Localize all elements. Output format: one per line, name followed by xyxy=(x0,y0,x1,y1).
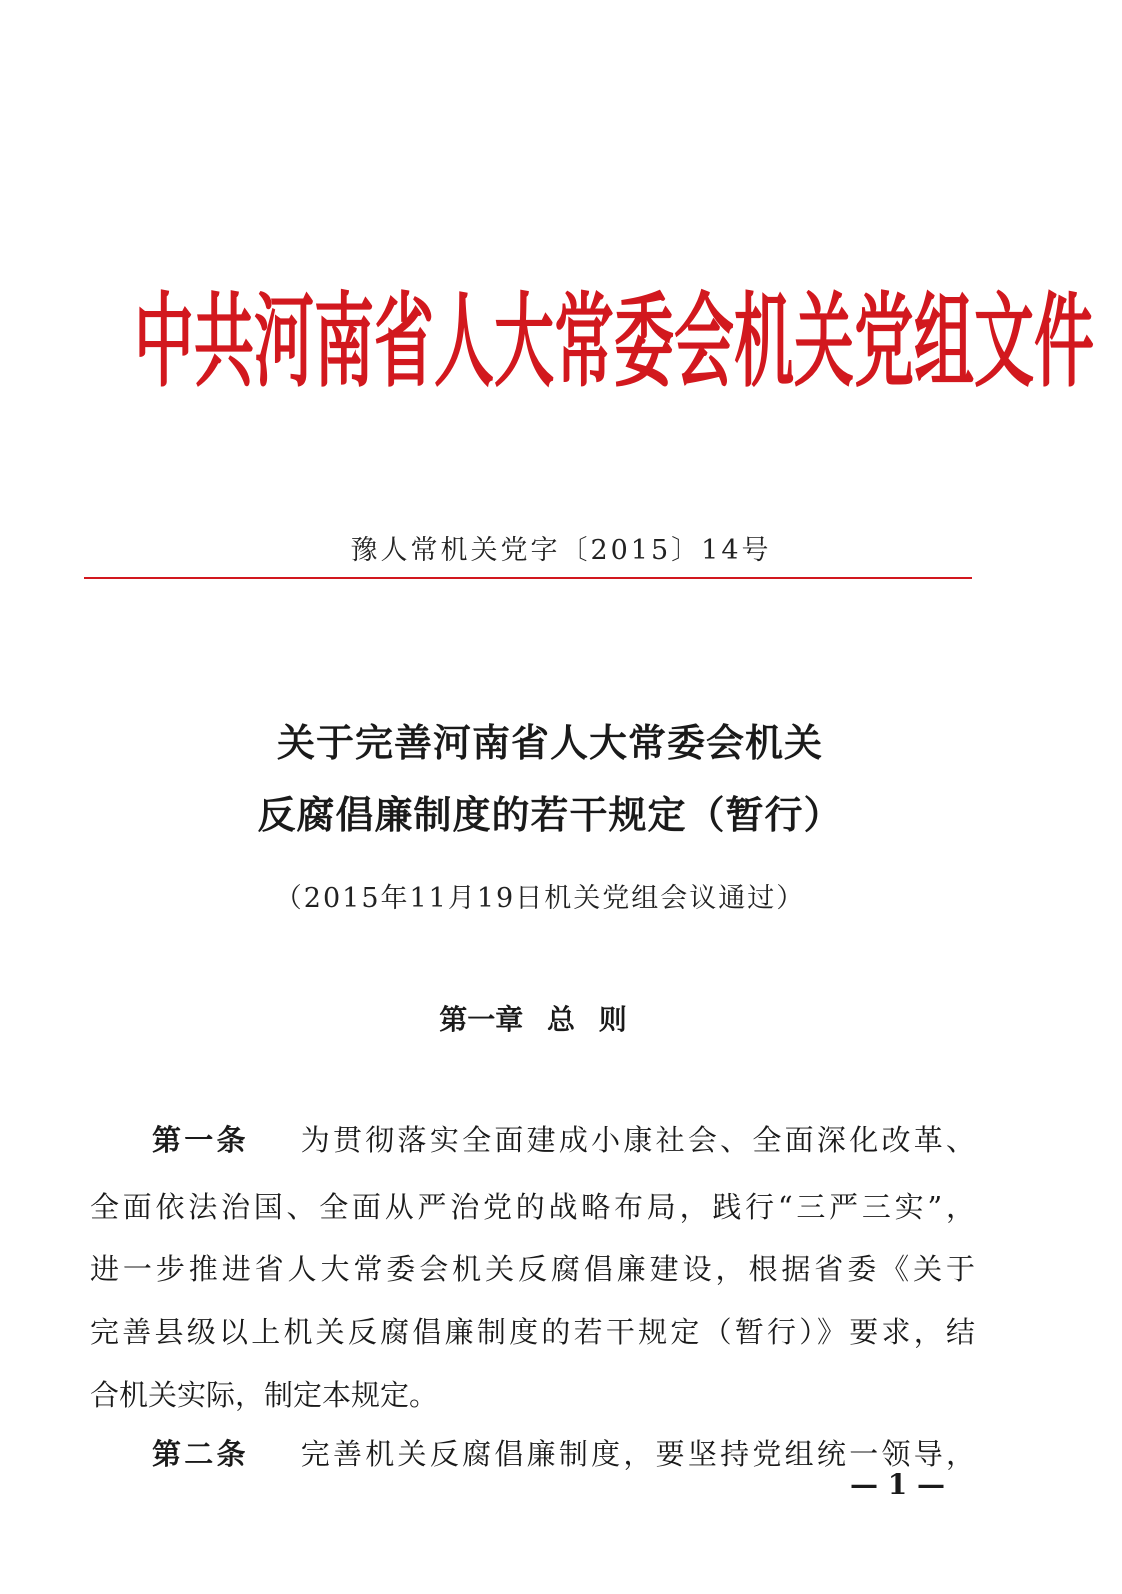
article-2-text-1: 完善机关反腐倡廉制度，要坚持党组统一领导， xyxy=(300,1437,975,1471)
article-1-line-4: 完善县级以上机关反腐倡廉制度的若干规定（暂行）》要求，结 xyxy=(90,1315,975,1349)
document-number: 豫人常机关党字〔2015〕14号 xyxy=(350,535,772,566)
article-1-line-2: 全面依法治国、全面从严治党的战略布局，践行“三严三实”， xyxy=(90,1190,975,1224)
article-1-line-1 xyxy=(90,1118,975,1159)
document-title-line-2: 反腐倡廉制度的若干规定（暂行） xyxy=(257,792,843,837)
article-2-label: 第二条 xyxy=(152,1437,249,1471)
article-2-line-1 xyxy=(90,1432,975,1473)
document-title-line-1: 关于完善河南省人大常委会机关 xyxy=(276,720,823,765)
chapter-heading: 第一章 总 则 xyxy=(439,1003,627,1036)
red-divider-line xyxy=(84,577,972,579)
article-1-label: 第一条 xyxy=(152,1123,249,1157)
page-number: — 1 — xyxy=(850,1468,945,1501)
adoption-note: （2015年11月19日机关党组会议通过） xyxy=(274,883,806,914)
article-1-line-5: 合机关实际，制定本规定。 xyxy=(90,1378,439,1412)
article-1-line-3: 进一步推进省人大常委会机关反腐倡廉建设，根据省委《关于 xyxy=(90,1252,975,1286)
article-1-text-1: 为贯彻落实全面建成小康社会、全面深化改革、 xyxy=(300,1123,975,1157)
issuer-header: 中共河南省人大常委会机关党组文件 xyxy=(134,283,1094,403)
